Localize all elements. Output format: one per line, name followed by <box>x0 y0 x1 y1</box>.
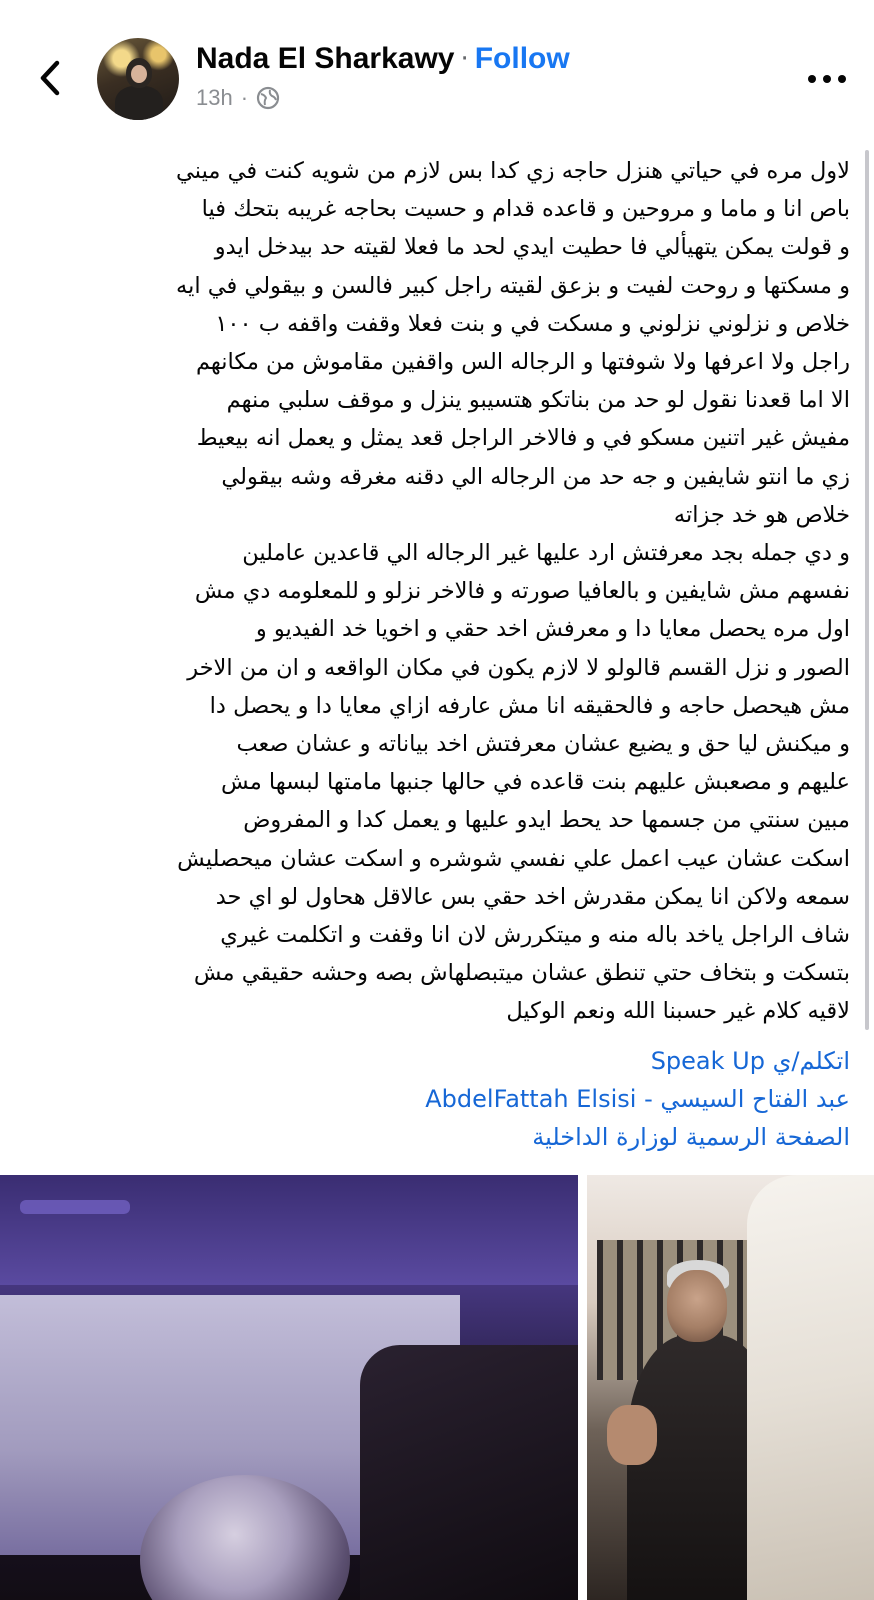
post-photo-2[interactable] <box>587 1175 874 1600</box>
post-body-text: لاول مره في حياتي هنزل حاجه زي كدا بس لازم من شويه كنت في ميني باص انا و ماما و مروحين و قاعده قدام و حسيت بحاجه غريبه بتحك فيا و قولت يمكن يتهيألي فا حطيت ايدي لحد ما فعلا لقيته حد بيدخل ايدو و مسكتها و روحت لفيت و بزعق لقيته راجل كبير فالسن و بيقولي في ايه خلاص و نزلوني نزلوني و مسكت في و بنت فعلا وقفت واقفه ب ١٠٠ راجل ولا اعرفها ولا شوفتها و الرجاله الس واقفين مقاموش من مكانهم الا اما قعدنا نقول لو حد من بناتكو هتسيبو ينزل و موقف سلبي منهم مفيش غير اتنين مسكو في و فالاخر الراجل قعد يمثل و يعمل انه بيعيط زي ما انتو شايفين و جه حد من الرجاله الي دقنه مغرقه وشه بيقولي خلاص هو خد جزاته و دي جمله بجد معرفتش ارد عليها غير الرجاله الي قاعدين عاملين نفسهم مش شايفين و بالعافيا صورته و فالاخر نزلو و للمعلومه دي مش اول مره يحصل معايا دا و معرفش اخد حقي و اخويا خد الفيديو و الصور و نزل القسم قالولو لا لازم يكون في مكان الواقعه و ان من الاخر مش هيحصل حاجه و فالحقيقه انا مش عارفه ازاي معايا دا و يحصل دا و ميكنش ليا حق و يضيع عشان معرفتش اخد بياناته و عشان صعب عليهم و مصعبش عليهم بنت قاعده في حالها جنبها مامتها لبسها مش مبين سنتي من جسمها حد يحط ايدو عليها و يعمل كدا و المفروض اسكت عشان عيب اعمل علي نفسي شوشره و اسكت عشان ميحصليش سمعه ولاكن انا يمكن مقدرش اخد حقي بس عالاقل هحاول لو اي حد شاف الراجل ياخد باله منه و ميتكررش لان انا وقفت و اتكلمت غيري بتسكت و بتخاف حتي تنطق عشان ميتبصلهاش بصه وحشه حقيقي مش لاقيه كلام غير حسبنا الله ونعم الوكيل <box>176 158 850 1025</box>
scrollbar[interactable] <box>865 150 869 1030</box>
name-separator: · <box>460 44 469 74</box>
avatar[interactable] <box>97 38 179 120</box>
more-options-button[interactable] <box>805 64 849 94</box>
post-meta <box>196 85 280 111</box>
tag-ministry-interior[interactable]: الصفحة الرسمية لوزارة الداخلية <box>532 1123 850 1152</box>
globe-icon <box>256 86 280 110</box>
tag-speak-up[interactable]: اتكلم/ي Speak Up <box>650 1047 850 1075</box>
post-photo-1[interactable] <box>0 1175 578 1600</box>
chevron-left-icon <box>38 59 62 97</box>
back-button[interactable] <box>30 58 70 98</box>
post-tags <box>22 1042 850 1157</box>
more-horizontal-icon <box>807 74 847 84</box>
post-header <box>0 0 874 145</box>
follow-button[interactable]: Follow <box>474 42 570 75</box>
author-name[interactable]: Nada El Sharkawy <box>196 42 455 75</box>
author-row <box>196 42 570 76</box>
post-time[interactable]: 13h <box>196 85 233 110</box>
tag-elsisi[interactable]: عبد الفتاح السيسي - AbdelFattah Elsisi <box>425 1085 850 1114</box>
meta-separator: · <box>240 85 249 110</box>
